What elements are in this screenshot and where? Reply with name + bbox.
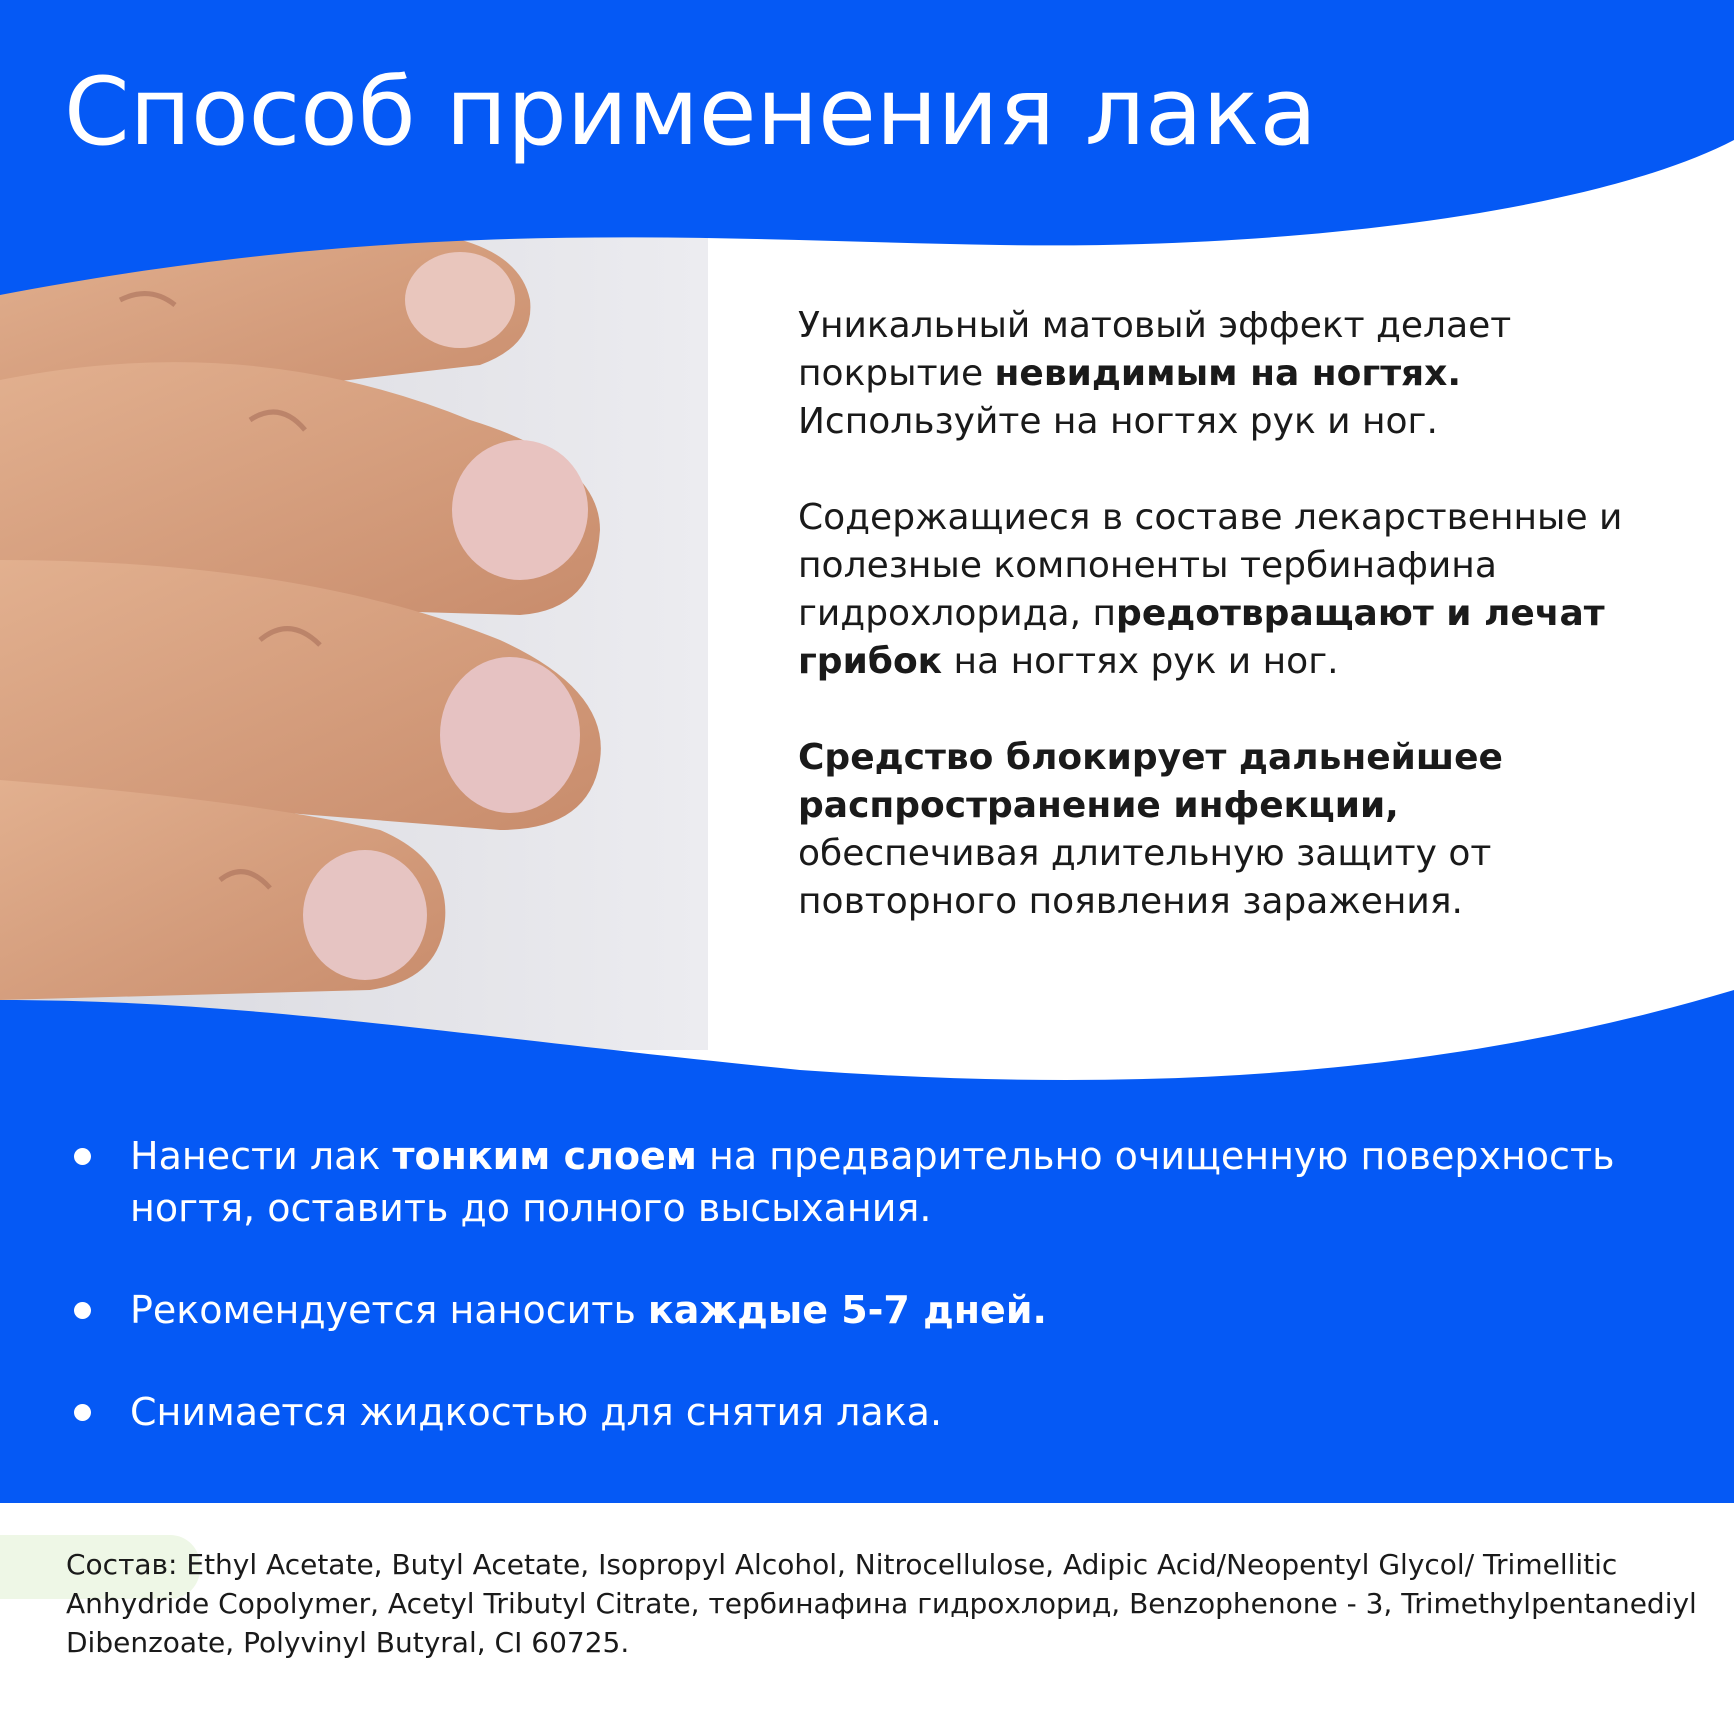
bullet-icon (74, 1148, 91, 1165)
nail-2 (452, 440, 588, 580)
instruction-item: Нанести лак тонким слоем на предварительно очищенную поверхность ногтя, оставить до полного высыхания. (70, 1130, 1690, 1234)
nail-4 (303, 850, 427, 980)
instruction-item: Снимается жидкостью для снятия лака. (70, 1386, 1690, 1438)
bullet-icon (74, 1404, 91, 1421)
page-title: Способ применения лака (64, 58, 1317, 167)
instruction-item: Рекомендуется наносить каждые 5-7 дней. (70, 1284, 1690, 1336)
nail-3 (440, 657, 580, 813)
nail-1 (405, 252, 515, 348)
description-paragraph-3: Средство блокирует дальнейшее распространение инфекции, обеспечивая длительную защиту от повторного появления заражения. (798, 737, 1503, 922)
hand-photo (0, 220, 708, 1050)
description-paragraph-2: Содержащиеся в составе лекарственные и полезные компоненты тербинафина гидрохлорида, предотвращают и лечат грибок на ногтях рук и ног. (798, 497, 1623, 682)
instructions-list (70, 1130, 1690, 1488)
bullet-icon (74, 1302, 91, 1319)
composition-text: Состав: Ethyl Acetate, Butyl Acetate, Isopropyl Alcohol, Nitrocellulose, Adipic Acid/Neopentyl Glycol/ Trimellitic Anhydride Copolymer, Acetyl Tributyl Citrate, тербинафина гидрохлорид, Benzophenone - 3, Trimethylpentanediyl Dibenzoate, Polyvinyl Butyral, CI 60725. (66, 1548, 1697, 1659)
description-block (798, 302, 1698, 974)
description-paragraph-1: Уникальный матовый эффект делает покрытие невидимым на ногтях. Используйте на ногтях рук и ног. (798, 305, 1512, 442)
